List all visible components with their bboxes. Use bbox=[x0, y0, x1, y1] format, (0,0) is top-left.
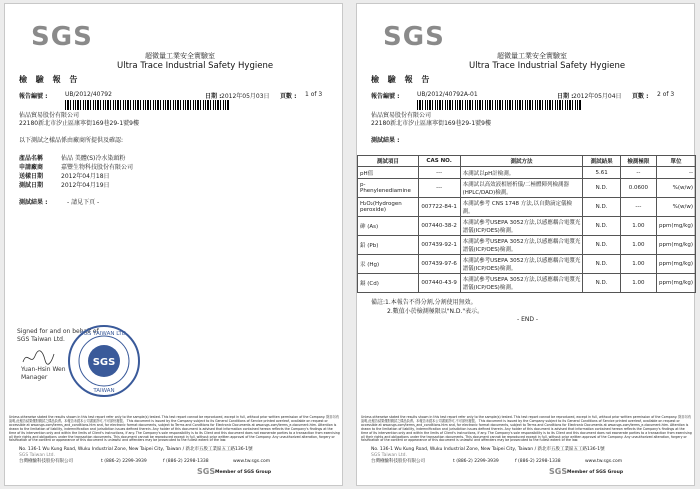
footer-website: www.tw.sgs.com bbox=[585, 459, 623, 464]
cell-item: 鉛 (Pb) bbox=[358, 236, 419, 255]
page-label: 頁數 : bbox=[632, 93, 649, 100]
field-received-date bbox=[19, 171, 110, 180]
cell-unit: -- bbox=[656, 167, 695, 179]
report-page-1 bbox=[4, 3, 343, 486]
cell-limit: --- bbox=[620, 198, 656, 217]
field-value: 嘉豐生物科技股份有限公司 bbox=[61, 164, 134, 171]
cell-result: N.D. bbox=[583, 274, 621, 293]
cell-item: 汞 (Hg) bbox=[358, 255, 419, 274]
column-header: 測試方法 bbox=[460, 156, 583, 167]
cell-limit: 0.0600 bbox=[620, 179, 656, 198]
lab-name-english: Ultra Trace Industrial Safety Hygiene bbox=[117, 61, 274, 71]
cell-cas: 007722-84-1 bbox=[418, 198, 460, 217]
footer-phone: t (886-2) 2299-3939 bbox=[453, 459, 499, 464]
report-page-2 bbox=[356, 3, 695, 486]
table-row bbox=[358, 236, 696, 255]
cell-cas: --- bbox=[418, 167, 460, 179]
page-label: 頁數 : bbox=[280, 93, 297, 100]
cell-cas: --- bbox=[418, 179, 460, 198]
cell-result: N.D. bbox=[583, 255, 621, 274]
cell-unit: ppm(mg/kg) bbox=[656, 236, 695, 255]
cell-cas: 007439-97-6 bbox=[418, 255, 460, 274]
table-row bbox=[358, 217, 696, 236]
signed-line-1: Signed for and on behalf of bbox=[17, 328, 99, 335]
client-company: 佑品貿易股份有限公司 bbox=[371, 112, 432, 119]
barcode bbox=[417, 100, 582, 110]
field-value: 2012年04月18日 bbox=[61, 173, 110, 180]
cell-method: 本測試以pH計檢測。 bbox=[460, 167, 583, 179]
cell-method: 本測試參考 CNS 1748 方法,以自動滴定儀檢測。 bbox=[460, 198, 583, 217]
footer-sgs-logo: SGS bbox=[549, 467, 568, 476]
signer-name: Yuan-Hsin Wen bbox=[21, 366, 66, 373]
cell-method: 本測試參考USEPA 3052方法,以感應耦合電漿光譜儀(ICP/OES)檢測。 bbox=[460, 236, 583, 255]
field-label: 測試日期 bbox=[19, 182, 44, 189]
client-company: 佑品貿易股份有限公司 bbox=[19, 112, 80, 119]
cell-limit: -- bbox=[620, 167, 656, 179]
footer-company-en: SGS Taiwan Ltd. bbox=[19, 453, 55, 458]
cell-item: H₂O₂(Hydrogen peroxide) bbox=[358, 198, 419, 217]
footer-company bbox=[371, 453, 425, 465]
company-seal-stamp bbox=[67, 324, 141, 398]
cell-item: pH值 bbox=[358, 167, 419, 179]
client-address: 22180新北市汐止區康寧街169巷29-1號9樓 bbox=[19, 120, 139, 127]
cell-limit: 1.00 bbox=[620, 274, 656, 293]
table-row bbox=[358, 179, 696, 198]
cell-item: p-Phenylenediamine bbox=[358, 179, 419, 198]
report-number: UB/2012/40792A-01 bbox=[417, 91, 478, 98]
lab-name-chinese: 超微量工業安全實驗室 bbox=[145, 52, 215, 60]
field-label: 申請廠商 bbox=[19, 164, 44, 171]
footer-company-en: SGS Taiwan Ltd. bbox=[371, 453, 407, 458]
footer-address: No. 136-1 Wu Kung Road, Wuku Industrial Zone, New Taipei City, Taiwan / 新北市五股工業區五工路136-1號 bbox=[371, 447, 605, 452]
signer-title: Manager bbox=[21, 374, 48, 381]
report-date: 2012年05月04日 bbox=[573, 93, 622, 100]
cell-result: N.D. bbox=[583, 179, 621, 198]
sample-intro: 以下測試之樣品係由廠商所提供及確認: bbox=[19, 137, 124, 144]
footer-phone: t (886-2) 2299-3939 bbox=[101, 459, 147, 464]
lab-name-chinese: 超微量工業安全實驗室 bbox=[497, 52, 567, 60]
page-number: 1 of 3 bbox=[305, 91, 323, 98]
table-row bbox=[358, 198, 696, 217]
table-row bbox=[358, 167, 696, 179]
column-header: 測試項目 bbox=[358, 156, 419, 167]
client-address: 22180新北市汐止區康寧街169巷29-1號9樓 bbox=[371, 120, 491, 127]
footer-sgs-logo: SGS bbox=[197, 467, 216, 476]
column-header: 測試結果 bbox=[583, 156, 621, 167]
handwritten-signature bbox=[21, 348, 55, 368]
barcode bbox=[65, 100, 230, 110]
page-number: 2 of 3 bbox=[657, 91, 675, 98]
report-number-label: 報告編號 : bbox=[371, 93, 400, 100]
legal-disclaimer: Unless otherwise stated the results shown in this test report refer only to the sample(s) tested. This test report cannot be reproduced, except in full, without prior written permission of the Company. 除非另有說明,此報告結果僅對測試之樣品負責。本報告未經本公司書面許可,不可部份複製。 This document is issued by the Company subject to its General Conditions of Service printed overleaf, available on request or accessible at www.sgs.com/terms_and_conditions.htm and, for electronic format documents, subject to Terms and Conditions for Electronic Documents at www.sgs.com/terms_e-document.htm. Attention is drawn to the limitation of liability, indemnification and jurisdiction issues defined therein. Any holder of this document is advised that information contained hereon reflects the Company's findings at the time of its intervention only and within the limits of Client's instructions, if any. The Company's sole responsibility is to its Client and this document does not exonerate parties to a transaction from exercising all their rights and obligations under the transaction documents. This document cannot be reproduced except in full, without prior written approval of the Company. Any unauthorized alteration, forgery or falsification of the content or appearance of this document is unlawful and offenders may be prosecuted to the fullest extent of the law. bbox=[361, 415, 692, 443]
column-header: CAS NO. bbox=[418, 156, 460, 167]
cell-method: 本測試參考USEPA 3052方法,以感應耦合電漿光譜儀(ICP/OES)檢測。 bbox=[460, 217, 583, 236]
cell-method: 本測試以高效液相層析儀/二極體陣列檢測器(HPLC/DAD)檢測。 bbox=[460, 179, 583, 198]
result-label: 測試結果 : bbox=[371, 137, 400, 144]
cell-unit: ppm(mg/kg) bbox=[656, 255, 695, 274]
remark-2: 2.數值小於檢測極限以"N.D."表示。 bbox=[387, 308, 484, 315]
cell-method: 本測試參考USEPA 3052方法,以感應耦合電漿光譜儀(ICP/OES)檢測。 bbox=[460, 274, 583, 293]
field-test-date bbox=[19, 180, 110, 189]
cell-cas: 007439-92-1 bbox=[418, 236, 460, 255]
date-label: 日期 : bbox=[205, 93, 222, 100]
legal-disclaimer: Unless otherwise stated the results shown in this test report refer only to the sample(s) tested. This test report cannot be reproduced, except in full, without prior written permission of the Company. 除非另有說明,此報告結果僅對測試之樣品負責。本報告未經本公司書面許可,不可部份複製。 This document is issued by the Company subject to its General Conditions of Service printed overleaf, available on request or accessible at www.sgs.com/terms_and_conditions.htm and, for electronic format documents, subject to Terms and Conditions for Electronic Documents at www.sgs.com/terms_e-document.htm. Attention is drawn to the limitation of liability, indemnification and jurisdiction issues defined therein. Any holder of this document is advised that information contained hereon reflects the Company's findings at the time of its intervention only and within the limits of Client's instructions, if any. The Company's sole responsibility is to its Client and this document does not exonerate parties to a transaction from exercising all their rights and obligations under the transaction documents. This document cannot be reproduced except in full, without prior written approval of the Company. Any unauthorized alteration, forgery or falsification of the content or appearance of this document is unlawful and offenders may be prosecuted to the fullest extent of the law. bbox=[9, 415, 340, 443]
footer-website: www.tw.sgs.com bbox=[233, 459, 271, 464]
footer-fax: f (886-2) 2298-1338 bbox=[515, 459, 561, 464]
report-title: 檢 驗 報 告 bbox=[371, 75, 433, 84]
footer-member: Member of SGS Group bbox=[567, 470, 624, 475]
cell-unit: ppm(mg/kg) bbox=[656, 217, 695, 236]
field-label: 送樣日期 bbox=[19, 173, 44, 180]
cell-unit: ppm(mg/kg) bbox=[656, 274, 695, 293]
field-label: 產品名稱 bbox=[19, 155, 44, 162]
cell-limit: 1.00 bbox=[620, 255, 656, 274]
cell-cas: 007440-38-2 bbox=[418, 217, 460, 236]
field-product-name bbox=[19, 153, 125, 162]
results-table bbox=[357, 155, 696, 293]
svg-text:SGS: SGS bbox=[92, 357, 116, 368]
report-number: UB/2012/40792 bbox=[65, 91, 112, 98]
cell-item: 鎘 (Cd) bbox=[358, 274, 419, 293]
column-header: 單位 bbox=[656, 156, 695, 167]
result-label: 測試結果 : bbox=[19, 199, 48, 206]
footer-fax: f (886-2) 2298-1338 bbox=[163, 459, 209, 464]
cell-item: 砷 (As) bbox=[358, 217, 419, 236]
table-row bbox=[358, 274, 696, 293]
result-value: - 請見下頁 - bbox=[67, 199, 100, 206]
svg-text:SGS TAIWAN LTD.: SGS TAIWAN LTD. bbox=[80, 331, 128, 337]
cell-limit: 1.00 bbox=[620, 236, 656, 255]
report-number-label: 報告編號 : bbox=[19, 93, 48, 100]
remark-1: 備註:1.本報告不得分割,分割使用無效。 bbox=[371, 299, 477, 306]
end-marker: - END - bbox=[517, 316, 539, 323]
sgs-logo: SGS bbox=[31, 22, 93, 52]
field-applicant bbox=[19, 162, 133, 171]
footer-company-cn: 台灣檢驗科技股份有限公司 bbox=[371, 459, 425, 464]
cell-limit: 1.00 bbox=[620, 217, 656, 236]
field-value: 佑品 美體(S)冷水染頭粉 bbox=[61, 155, 126, 162]
column-header: 檢測極限 bbox=[620, 156, 656, 167]
cell-result: N.D. bbox=[583, 198, 621, 217]
cell-unit: %(w/w) bbox=[656, 198, 695, 217]
footer-company bbox=[19, 453, 73, 465]
cell-method: 本測試參考USEPA 3052方法,以感應耦合電漿光譜儀(ICP/OES)檢測。 bbox=[460, 255, 583, 274]
footer-company-cn: 台灣檢驗科技股份有限公司 bbox=[19, 459, 73, 464]
report-date: 2012年05月03日 bbox=[221, 93, 270, 100]
cell-result: N.D. bbox=[583, 217, 621, 236]
date-label: 日期 : bbox=[557, 93, 574, 100]
remarks bbox=[371, 298, 483, 316]
cell-result: 5.61 bbox=[583, 167, 621, 179]
table-header-row bbox=[358, 156, 696, 167]
svg-text:TAIWAN: TAIWAN bbox=[93, 388, 115, 394]
table-row bbox=[358, 255, 696, 274]
sgs-logo: SGS bbox=[383, 22, 445, 52]
footer-member: Member of SGS Group bbox=[215, 470, 272, 475]
signed-line-2: SGS Taiwan Ltd. bbox=[17, 336, 65, 343]
lab-name-english: Ultra Trace Industrial Safety Hygiene bbox=[469, 61, 626, 71]
cell-unit: %(w/w) bbox=[656, 179, 695, 198]
signer bbox=[21, 366, 66, 382]
field-value: 2012年04月19日 bbox=[61, 182, 110, 189]
cell-cas: 007440-43-9 bbox=[418, 274, 460, 293]
cell-result: N.D. bbox=[583, 236, 621, 255]
report-title: 檢 驗 報 告 bbox=[19, 75, 81, 84]
footer-address: No. 136-1 Wu Kung Road, Wuku Industrial Zone, New Taipei City, Taiwan / 新北市五股工業區五工路136-1號 bbox=[19, 447, 253, 452]
